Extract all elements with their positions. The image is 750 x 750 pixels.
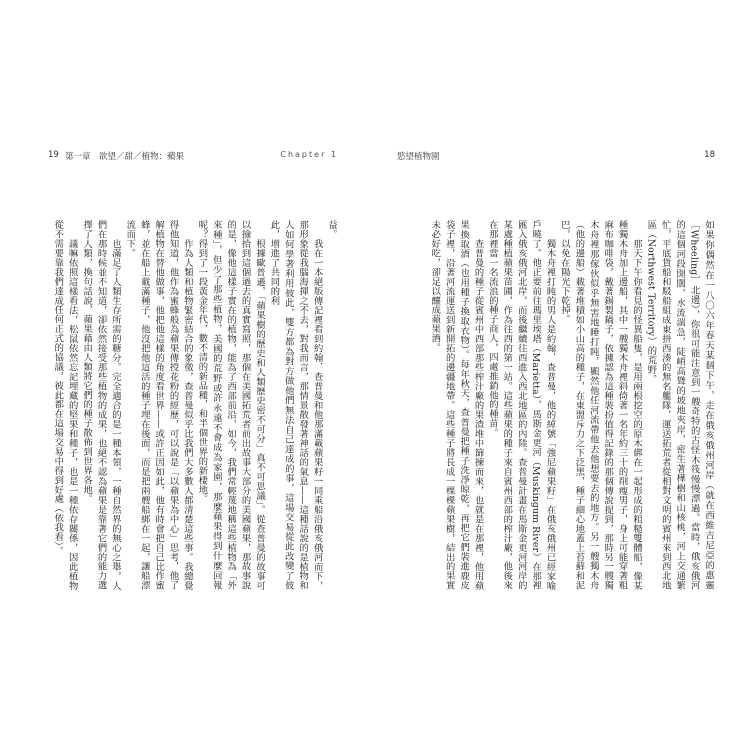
paragraph: 作為人類和植物緊密結合的象徵，查普曼似乎比我們大多數人都清楚這些事。我總覺得他知道，他作為蜜蜂般為蘋果傳授花粉的經歷，可以說是「以蘋果為中心」思考，他了解植物在替他做事，他把他這樣的角度看世界——或許正因如此，他有時會把自己比作蜜蜂，並在船上載滿種子，他沒把他這活的種子埋在後面，而是把兩艘船綁在一起，讓船漂流而下。 <box>124 220 193 590</box>
paragraph: 如果你偶然在一八〇六年春天某個下午，走在俄亥俄州河岸（就在西維吉尼亞的惠靈［Wheeling］北邊），你很可能注意到一艘奇特的古怪木筏慢慢漂過。當時，俄亥俄河的這個河段開闊，水流湍急，陡峭高聳的坡地夾岸，密生著樺樹和山核桃，河上交通繁忙，平底貨船和駁船組成東拼西湊的無名艦隊，運送拓荒者從相對文明的賓州來到西北地區（Northwest Territory）的荒野。 <box>645 220 714 590</box>
paragraph: 益。 <box>326 220 337 239</box>
right-page-body <box>397 220 715 590</box>
paragraph: 查普曼的種子從賓州中西部那些榨汁廠的果渣堆中篩揀而來，也就是在那裡，他用蘋果換取酒（也用種子換取衣物）。每年秋天，查普曼把種子洗淨晾乾，再把它們裝進鹿皮袋子裡，沿著河流運送到新開拓的邊疆地帶。這些種子將長成一棵棵蘋果樹，結出的果實未必好吃，卻足以釀成蘋果酒。 <box>429 220 484 590</box>
paragraph: 議嘛依照這樣看法，松鼠依然忘記埋藏的堅果和種子，也是一種依存關係，因此植物從不需要靠我們達成任何正式的協議，彼此都在這場交易中得到好處（依我看）。 <box>52 220 78 590</box>
right-page-number: 18 <box>704 150 715 160</box>
right-page-header <box>397 150 715 166</box>
left-page-number: 19 <box>48 150 59 160</box>
right-running-head: 慾望植物園 <box>397 152 440 162</box>
paragraph: 獨木舟裡打盹的男人是約翰．查普曼，他的綽號「強尼蘋果籽」在俄亥俄州已經家喻戶曉了。他正要前往瑪里埃塔（Marietta），馬斯金更河（Muskingum River）在那裡匯入俄亥俄河北岸，而後繼續往西進入西北地區的內陸。查普曼計畫在馬斯金更河河岸的某處種植蘋果苗圃，作為往西的第一站。這些蘋果的種子來自賓州西部的榨汁廠，他後來在那裡當一名流浪的種子商人，四處推銷他的種苗。 <box>486 220 556 590</box>
paragraph: 我在一本絕版傳記裡看到約翰．查普曼和他那滿載蘋果籽一同乘船沿俄亥俄河而下，那形象從我腦海揮之不去，對我而言，那情景散發著神話的氣息——這種話說的是植物和人如何學著利用彼此，雙方都為對方做他們無法自己達成的事，這場交易從此改變了彼此，增進了共同的利 <box>268 220 323 590</box>
paragraph: 根據歐普遜，「蘋果樹的歷史和人類歷史密不可分」真不可思議」。從查普曼的故事可以撿拾到這個過去的真實寫照，那個在美國拓荒者前出故事大部分的美國蘋果，那故事說的是，像他這樣子實在的植物，能為了西部前沿，如今，我們常輕蔑地稱這些植物為「外來種」，但少了那些植物，美國的荒野或許永遠不會成為家園，那麼蘋果得到什麼回報呢？得到了一段黃金年代，數不清的新品種，和半個世界的新棲地。 <box>196 220 265 590</box>
left-page-body <box>48 220 338 590</box>
left-page <box>48 150 338 610</box>
right-page <box>397 150 715 610</box>
chapter-label: Chapter 1 <box>280 150 338 159</box>
paragraph: 那天下午你看見的怪異船隻，是用兩根挖空的原木綁在一起形成的粗糙雙體船，像某種獨木舟加上邊船，其中一艘獨木舟裡斜倚著一名年約三十的削瘦男子，身上可能穿著粗麻布咖啡袋，戴著錫製鍋子，依據認為這種裝扮值得記錄的那個傳說提到，那時另一艘獨木舟裡那傢伙似乎無害地睡打盹，顯然他任河流帶他去他想要去的地方。另一艘獨木舟（他的邊船）載著堆積如小山高的種子，在東盟斥力之下泛黑，種子細心地蓋上苔蘚和泥巴，以免在陽光下乾掉。 <box>558 220 642 590</box>
paragraph: 也滿足了人類生存所需的糖分。完全適合的是一種本領，一種自然界的無心之舉，人們在那時候並不知道，卻依然接受那些植物的成果，也絕不認為蘋果是靠著它們的能力選擇了人類，換句話說，蘋果藉由人類將它們的種子散佈到世界各地。 <box>81 220 121 590</box>
left-page-header <box>48 150 338 166</box>
left-running-head: 第一章 欲望／甜／植物：蘋果 <box>65 152 185 162</box>
